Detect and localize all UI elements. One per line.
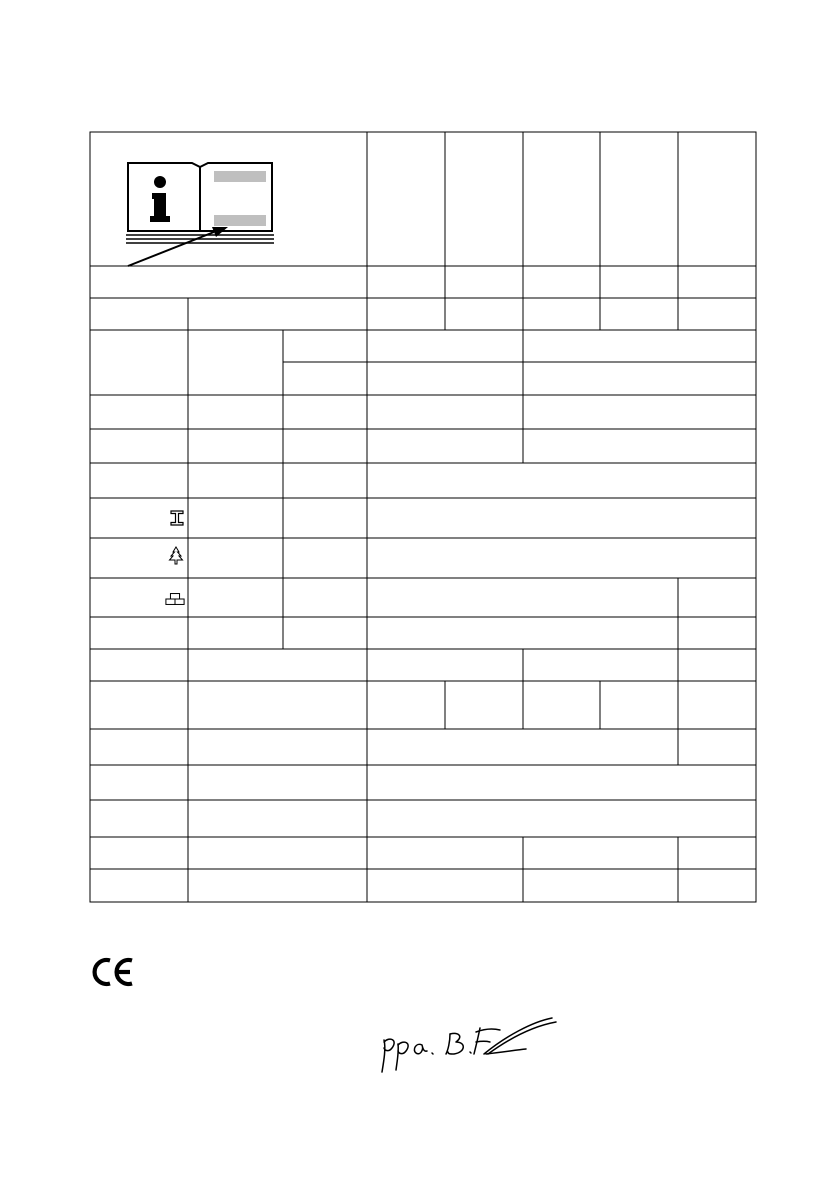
brick-icon [165,589,185,609]
signature [376,1014,560,1076]
steel-beam-icon [167,508,187,528]
manual-info-icon [122,157,282,269]
tree-icon [166,546,186,566]
ce-mark [92,955,136,989]
